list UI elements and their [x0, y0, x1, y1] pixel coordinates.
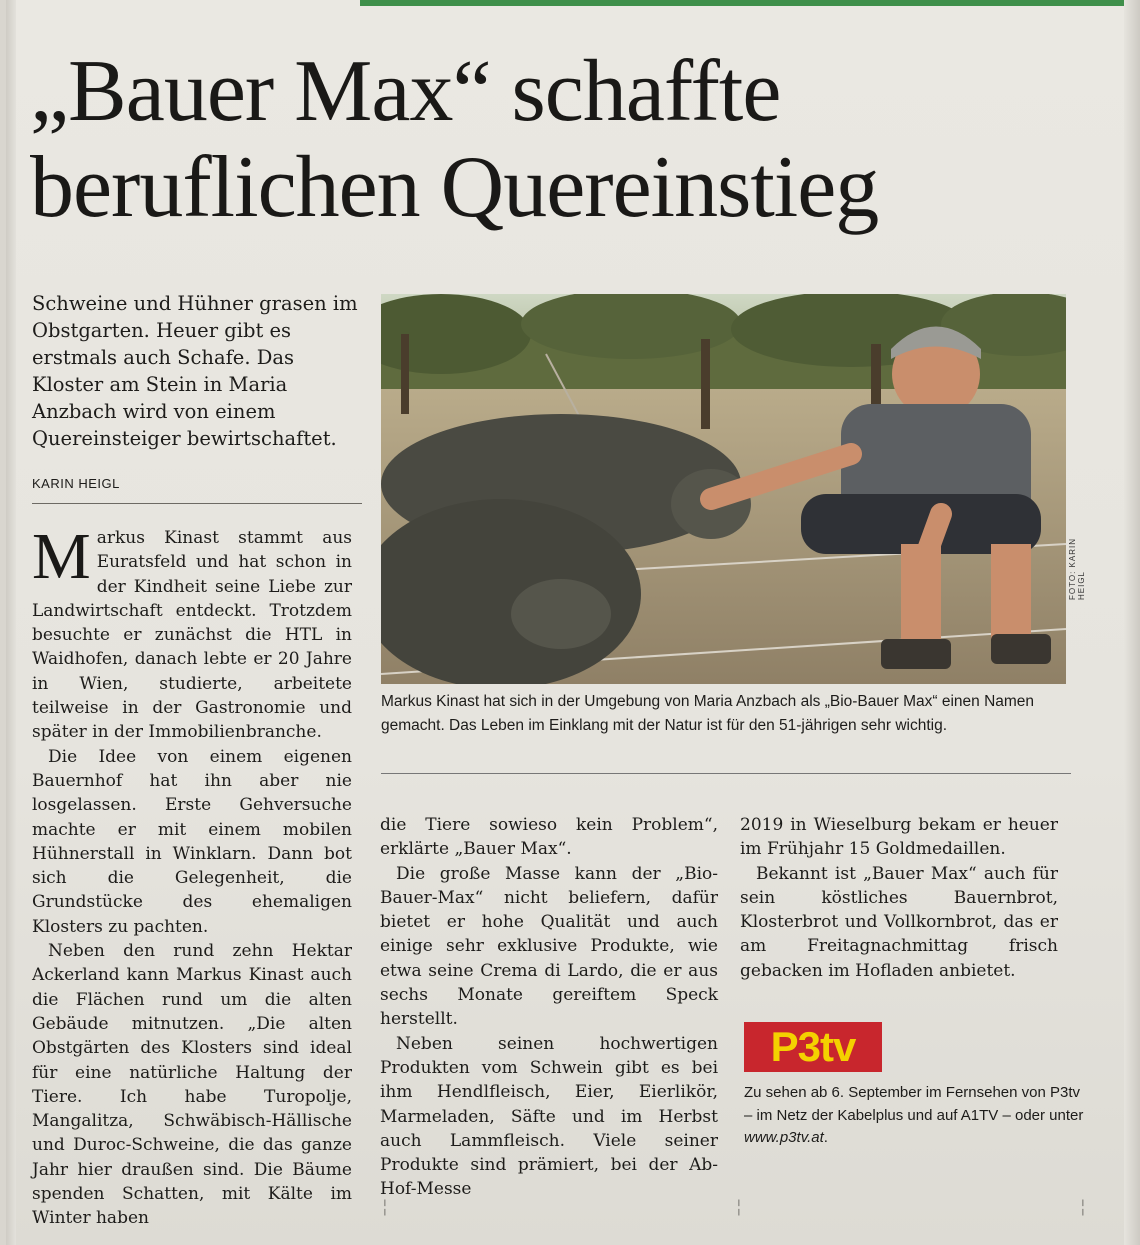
caption-rule: [381, 773, 1071, 774]
article-photo: [381, 294, 1066, 684]
page-mark: ╎: [1078, 1198, 1088, 1217]
page-edge-right: [1124, 0, 1140, 1245]
paragraph-8: Bekannt ist „Bauer Max“ auch für sein köstliches Bauernbrot, Klosterbrot und Vollkornbrot, das er am Freitagnachmittag frisch gebacken im Hofladen anbietet.: [740, 863, 1058, 981]
paragraph-3: Neben den rund zehn Hektar Ackerland kann Markus Kinast auch die Flächen rund um die alten Gebäude mitnutzen. „Die alten Obstgärten des Klosters sind ideal für eine natürliche Haltung der Tiere. Ich habe Turopolje, Mangalitza, Schwäbisch-Hällische und Duroc-Schweine, die das ganze Jahr hier draußen sind. Die Bäume spenden Schatten, mit Kälte im Winter haben: [32, 941, 352, 1229]
farmer-with-pigs-image: [381, 294, 1066, 684]
page-edge-left: [6, 0, 16, 1245]
paragraph-4: die Tiere sowieso kein Problem“, erklärte „Bauer Max“.: [380, 815, 718, 860]
top-color-strip: [360, 0, 1140, 6]
paragraph-5: Die große Masse kann der „Bio-Bauer-Max“ nicht beliefern, dafür bietet er hohe Qualität und auch einige sehr exklusive Produkte, wie etwa seine Crema di Lardo, die er aus sechs Monate gereiftem Speck herstellt.: [380, 863, 718, 1030]
page-mark: ╎: [380, 1198, 390, 1217]
byline-rule: [32, 503, 362, 504]
tv-url: www.p3tv.at: [744, 1129, 824, 1146]
tv-note-end: .: [823, 1129, 828, 1146]
tv-broadcast-note: [744, 1082, 1089, 1150]
paragraph-2: Die Idee von einem eigenen Bauernhof hat ihn aber nie losgelassen. Erste Gehversuche machte er mit einem mobilen Hühnerstall in Winklarn. Dann bot sich die Gelegenheit, die Grundstücke des ehemaligen Klosters zu pachten.: [32, 746, 352, 937]
paragraph-7: 2019 in Wieselburg bekam er heuer im Frühjahr 15 Goldmedaillen.: [740, 815, 1058, 860]
headline: „Bauer Max“ schaffte beruflichen Quereinstieg: [30, 43, 879, 236]
lead-paragraph: Schweine und Hühner grasen im Obstgarten. Heuer gibt es erstmals auch Schafe. Das Kloster am Stein in Maria Anzbach wird von einem Quereinsteiger bewirtschaftet.: [32, 292, 358, 450]
paragraph-1-text: arkus Kinast stammt aus Euratsfeld und hat schon in der Kindheit seine Liebe zur Landwirtschaft entdeckt. Trotzdem besuchte er zunächst die HTL in Waidhofen, danach lebte er 20 Jahre in Wien, studierte, arbeitete teilweise in der Gastronomie und später in der Immobilienbranche.: [32, 528, 352, 743]
tv-note-text: Zu sehen ab 6. September im Fernsehen von P3tv – im Netz der Kabelplus und auf A1TV – oder unter: [744, 1084, 1084, 1124]
paragraph-6: Neben seinen hochwertigen Produkten vom Schwein gibt es bei ihm Hendlfleisch, Eier, Eierlikör, Marmeladen, Säfte und im Herbst auch Lammfleisch. Viele seiner Produkte sind prämiert, bei der Ab-Hof-Messe: [380, 1033, 718, 1200]
paragraph-1: [32, 520, 352, 745]
article-column-2: [380, 813, 718, 1202]
article-column-3: [740, 813, 1058, 983]
article-column-1: [32, 520, 352, 1231]
drop-cap: M: [32, 520, 91, 593]
page-mark: ╎: [734, 1198, 744, 1217]
photo-credit: FOTO: KARIN HEIGL: [1068, 538, 1086, 600]
photo-caption: Markus Kinast hat sich in der Umgebung von Maria Anzbach als „Bio-Bauer Max“ einen Namen gemacht. Das Leben im Einklang mit der Natur ist für den 51-jährigen sehr wichtig.: [381, 693, 1035, 734]
p3tv-logo: P3tv: [744, 1022, 882, 1072]
author-byline: KARIN HEIGL: [32, 476, 120, 491]
